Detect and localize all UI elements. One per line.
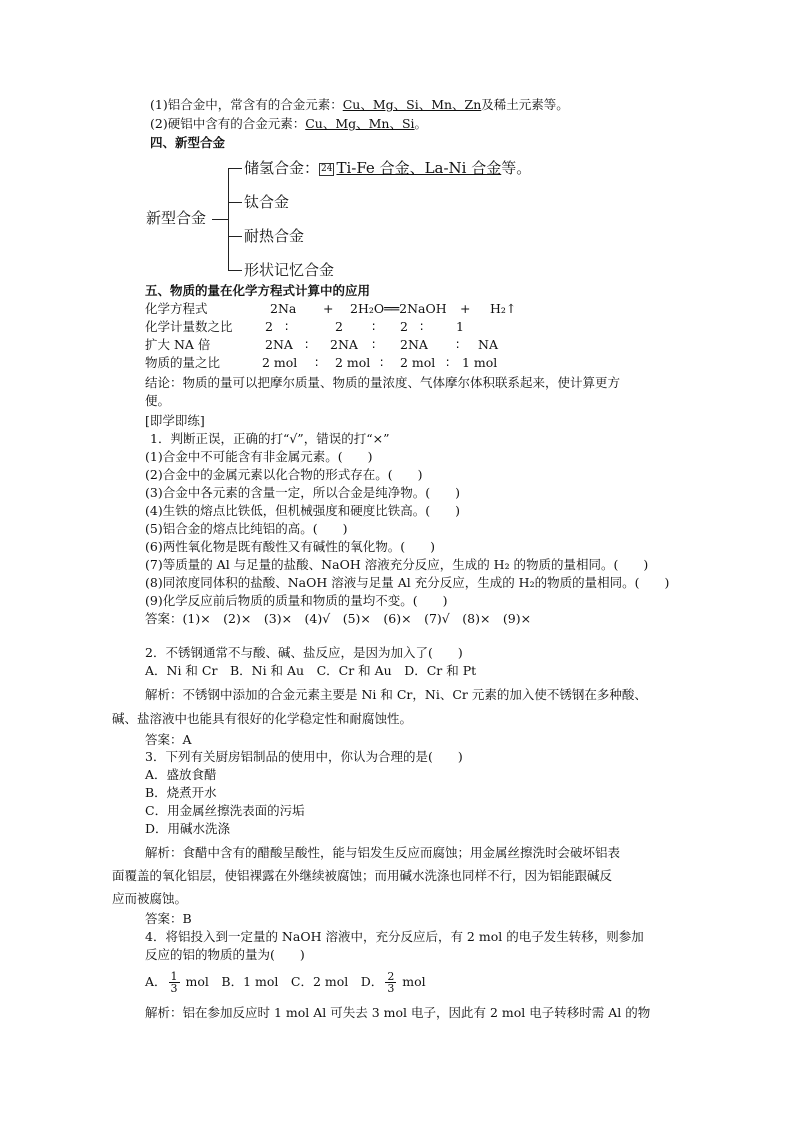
ratio-cell: ∶ [315,355,319,370]
blank-number: 24 [321,164,333,174]
row-label: 化学方程式 [145,301,208,316]
section5-heading: 五、物质的量在化学方程式计算中的应用 [145,283,371,298]
q1-stem: 1．判断正误，正确的打“√”，错误的打“×” [150,431,390,446]
ratio-cell: 2 [335,319,343,334]
ratio-cell: 2 [400,319,408,334]
q4-options [145,968,426,996]
ratio-cell: ∶ [305,337,309,352]
branch-shape-memory: 形状记忆合金 [244,261,335,279]
ratio-cell: 2NA [330,337,358,352]
answer-underlined: Cu、Mg、Mn、Si [305,116,415,131]
numerator: 1 [170,970,178,983]
q1-item: (9)化学反应前后物质的质量和物质的量均不变。( ) [145,593,448,608]
bracket-tick [228,168,242,169]
ratio-cell: 2 mol [262,355,298,370]
ratio-cell: ∶ [380,355,384,370]
eq-cell: 2H₂O══2NaOH [350,301,447,316]
bracket-vertical [228,168,229,270]
q2-answer: 答案：A [145,732,192,747]
q1-item: (1)合金中不可能含有非金属元素。( ) [145,449,373,464]
q3-stem: 3．下列有关厨房铝制品的使用中，你认为合理的是( ) [145,749,463,764]
q3-option: B．烧煮开水 [145,785,217,800]
ratio-cell: ∶ [372,337,376,352]
new-alloy-root: 新型合金 [146,209,207,227]
denominator: 3 [387,982,395,995]
q3-analysis: 应而被腐蚀。 [112,891,188,906]
q2-analysis: 解析：不锈钢中添加的合金元素主要是 Ni 和 Cr，Ni、Cr 元素的加入使不锈钢在多种酸、 [145,687,647,702]
q1-item: (6)两性氧化物是既有酸性又有碱性的氧化物。( ) [145,539,435,554]
ratio-cell: 2NA [265,337,293,352]
ratio-cell: ∶ [420,319,424,334]
practice-tag: [即学即练] [145,413,205,428]
section4-heading: 四、新型合金 [150,135,226,150]
ratio-cell: ∶ [456,337,460,352]
conclusion-line: 便。 [145,393,171,408]
row-label: 物质的量之比 [145,355,221,370]
row-label: 化学计量数之比 [145,319,233,334]
ratio-cell: NA [478,337,498,352]
q3-option: D．用碱水洗涤 [145,821,231,836]
text: B．1 mol C．2 mol D． [221,974,384,989]
q3-option: A．盛放食醋 [145,767,217,782]
duralumin-elements-line [150,115,427,133]
ratio-cell: 2 mol [400,355,436,370]
alloy-elements-line [150,96,569,114]
eq-cell: H₂↑ [490,301,517,316]
q3-analysis: 解析：食醋中含有的醋酸呈酸性，能与铝发生反应而腐蚀；用金属丝擦洗时会破坏铝表 [145,845,621,860]
q1-item: (7)等质量的 Al 与足量的盐酸、NaOH 溶液充分反应，生成的 H₂ 的物质的量相同。( ) [145,557,649,572]
bracket-tick [228,270,242,271]
text: A． [145,974,167,989]
text: 储氢合金： [244,159,320,177]
ratio-cell: ∶ [372,319,376,334]
ratio-cell: 2NA [400,337,428,352]
fraction [169,971,180,994]
text: 。 [414,116,428,131]
ratio-cell: ∶ [446,355,450,370]
text: mol [402,974,426,989]
row-label: 扩大 NA 倍 [145,337,211,352]
ratio-cell: 1 [456,319,464,334]
answer-underlined: Cu、Mg、Si、Mn、Zn [342,97,482,112]
bracket-stem [212,219,228,220]
q2-stem: 2．不锈钢通常不与酸、碱、盐反应，是因为加入了( ) [145,645,463,660]
bracket-tick [228,236,242,237]
eq-cell: 2Na [270,301,297,316]
branch-titanium: 钛合金 [244,193,290,211]
q2-options: A．Ni 和 Cr B．Ni 和 Au C．Cr 和 Au D．Cr 和 Pt [145,663,477,678]
q3-answer: 答案：B [145,911,192,926]
q4-stem: 反应的铝的物质的量为( ) [145,947,305,962]
denominator: 3 [170,982,178,995]
q1-item: (4)生铁的熔点比铁低，但机械强度和硬度比铁高。( ) [145,503,460,518]
q1-item: (3)合金中各元素的含量一定，所以合金是纯净物。( ) [145,485,460,500]
eq-cell: + [460,301,471,316]
branch-heat-resistant: 耐热合金 [244,227,305,245]
fraction [385,971,396,994]
text: 及稀土元素等。 [481,97,569,112]
text: (2)硬铝中含有的合金元素： [150,116,306,131]
q1-item: (5)铝合金的熔点比纯铝的高。( ) [145,521,348,536]
ratio-cell: ∶ [285,319,289,334]
ratio-cell: 2 mol [335,355,371,370]
text: (1)铝合金中，常含有的合金元素： [150,97,343,112]
ratio-cell: 2 [265,319,273,334]
bracket-tick [228,202,242,203]
answer-underlined: Ti-Fe 合金、La-Ni 合金 [336,159,502,177]
q3-analysis: 面覆盖的氧化铝层，使铝裸露在外继续被腐蚀；而用碱水洗涤也同样不行，因为铝能跟碱反 [112,868,613,883]
q3-option: C．用金属丝擦洗表面的污垢 [145,803,305,818]
q4-analysis: 解析：铝在参加反应时 1 mol Al 可失去 3 mol 电子，因此有 2 mol 电子转移时需 Al 的物 [145,1005,651,1020]
conclusion-line: 结论：物质的量可以把摩尔质量、物质的量浓度、气体摩尔体积联系起来，使计算更方 [145,375,621,390]
text: 等。 [501,159,532,177]
branch-hydrogen-storage [244,158,531,178]
numerator: 2 [387,970,395,983]
q1-answer: 答案：(1)× (2)× (3)× (4)√ (5)× (6)× (7)√ (8)× (9)× [145,611,532,626]
q2-analysis: 碱、盐溶液中也能具有很好的化学稳定性和耐腐蚀性。 [112,711,413,726]
ratio-cell: 1 mol [462,355,498,370]
q4-stem: 4．将铝投入到一定量的 NaOH 溶液中，充分反应后，有 2 mol 的电子发生转移，则参加 [145,929,644,944]
eq-cell: + [323,301,334,316]
q1-item: (8)同浓度同体积的盐酸、NaOH 溶液与足量 Al 充分反应，生成的 H₂的物质的量相同。( ) [145,575,670,590]
q1-item: (2)合金中的金属元素以化合物的形式存在。( ) [145,467,423,482]
text: mol [185,974,209,989]
